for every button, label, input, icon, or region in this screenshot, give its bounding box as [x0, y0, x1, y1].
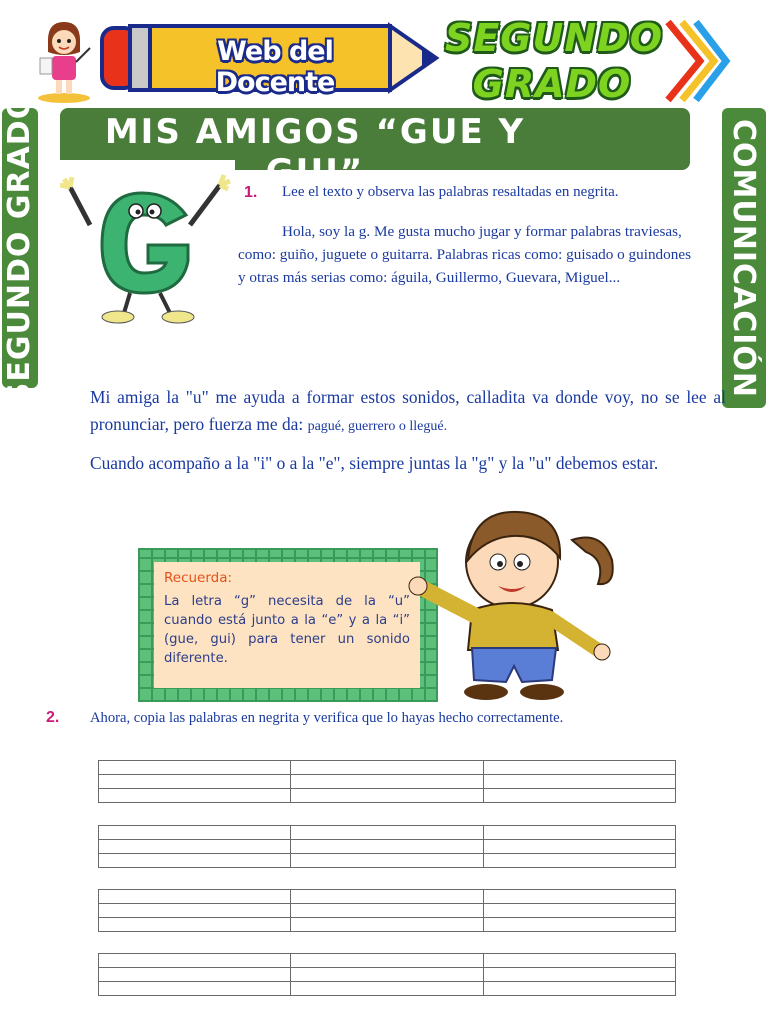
answer-cell[interactable] [99, 826, 291, 840]
side-banner-right-text: COMUNICACIÓN [726, 118, 762, 398]
answer-cell[interactable] [291, 854, 483, 868]
exercise-1-paragraph: Hola, soy la g. Me gusta mucho jugar y formar palabras traviesas, como: guiño, juguete o guitarra. Palabras ricas como: guisado o guindones y otras más serias como: águila, Guillermo, Guevara, Miguel... [238, 223, 691, 286]
answer-cell[interactable] [99, 789, 291, 803]
answer-cell[interactable] [483, 854, 675, 868]
page-title: MIS AMIGOS “GUE Y GUI” [104, 112, 526, 192]
answer-cell[interactable] [483, 840, 675, 854]
recuerda-title: Recuerda: [164, 570, 233, 586]
poem-line-main: Mi amiga la "u" me ayuda a formar estos sonidos, calladita va donde voy, no se lee al pronunciar, pero fuerza me da: [90, 387, 726, 434]
recuerda-box [154, 562, 420, 688]
girl-pointing-illustration [402, 500, 634, 704]
grade-word-2: GRADO [472, 62, 632, 106]
poem-stanza-2: Cuando acompaño a la "i" o a la "e", siempre juntas la "g" y la "u" debemos estar. [90, 453, 659, 473]
answer-cell[interactable] [483, 918, 675, 932]
side-banner-left-text: SEGUNDO GRADO [2, 92, 38, 404]
answer-cell[interactable] [483, 761, 675, 775]
grade-word-1: SEGUNDO [444, 16, 664, 60]
answer-cell[interactable] [291, 968, 483, 982]
answer-table [98, 760, 676, 803]
answer-cell[interactable] [483, 954, 675, 968]
recuerda-body: La letra “g” necesita de la “u” cuando está junto a la “e” y a la “i” (gue, gui) para tener un sonido diferente. [164, 594, 410, 666]
answer-cell[interactable] [291, 761, 483, 775]
answer-cell[interactable] [291, 775, 483, 789]
answer-cell[interactable] [99, 840, 291, 854]
answer-table [98, 953, 676, 996]
answer-cell[interactable] [483, 775, 675, 789]
answer-cell[interactable] [99, 775, 291, 789]
answer-cell[interactable] [99, 918, 291, 932]
answer-cell[interactable] [483, 968, 675, 982]
answer-cell[interactable] [291, 890, 483, 904]
answer-cell[interactable] [291, 904, 483, 918]
poem-stanza-1 [90, 384, 726, 440]
answer-cell[interactable] [291, 954, 483, 968]
answer-cell[interactable] [291, 826, 483, 840]
side-banner-right [722, 108, 766, 408]
answer-cell[interactable] [483, 789, 675, 803]
exercise-2-number: 2. [46, 709, 60, 726]
poem-example-words: pagué, guerrero o llegué. [307, 419, 448, 434]
answer-cell[interactable] [291, 982, 483, 996]
answer-cell[interactable] [99, 968, 291, 982]
answer-cell[interactable] [291, 918, 483, 932]
exercise-1-instruction: Lee el texto y observa las palabras resaltadas en negrita. [282, 184, 619, 200]
answer-cell[interactable] [483, 890, 675, 904]
exercise-1-number: 1. [244, 184, 258, 201]
side-banner-left [2, 92, 38, 404]
answer-cell[interactable] [99, 954, 291, 968]
brand-name: Web del Docente [215, 36, 335, 98]
answer-cell[interactable] [483, 904, 675, 918]
answer-cell[interactable] [291, 840, 483, 854]
answer-table [98, 889, 676, 932]
answer-cell[interactable] [99, 761, 291, 775]
pencil-banner [100, 22, 442, 98]
grade-badge [432, 14, 732, 108]
answer-cell[interactable] [99, 982, 291, 996]
answer-table [98, 825, 676, 868]
answer-cell[interactable] [99, 890, 291, 904]
answer-cell[interactable] [483, 982, 675, 996]
exercise-2-instruction: Ahora, copia las palabras en negrita y verifica que lo hayas hecho correctamente. [90, 710, 564, 726]
answer-cell[interactable] [483, 826, 675, 840]
answer-cell[interactable] [291, 789, 483, 803]
answer-cell[interactable] [99, 904, 291, 918]
answer-cell[interactable] [99, 854, 291, 868]
teacher-icon [34, 18, 94, 104]
letter-g-character [60, 165, 236, 325]
